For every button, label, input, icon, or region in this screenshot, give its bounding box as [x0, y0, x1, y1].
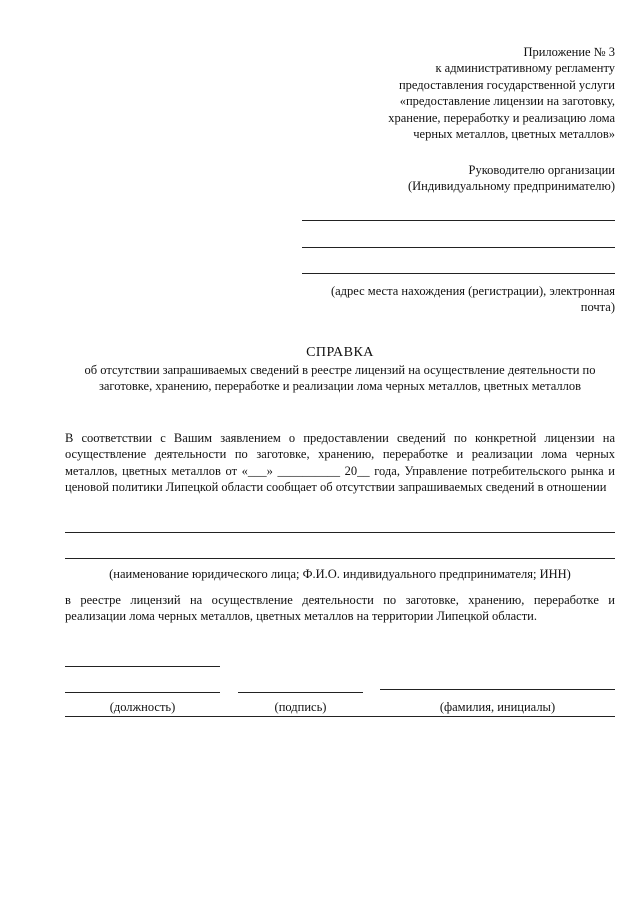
position-caption: (должность) [109, 700, 176, 714]
address-blank-line [302, 220, 615, 221]
entity-caption: (наименование юридического лица; Ф.И.О. индивидуального предпринимателя; ИНН) [109, 567, 571, 581]
annex-line: к административному регламенту [435, 61, 615, 76]
annex-header [315, 44, 615, 142]
address-caption-line-1: (адрес места нахождения (регистрации), электронная [330, 284, 615, 298]
addressee-line-2: (Индивидуальному предпринимателю) [407, 179, 615, 194]
addressee-block [315, 162, 615, 195]
position-blank-line [65, 692, 220, 693]
annex-line: предоставления государственной услуги [398, 77, 615, 92]
signature-blank-line [238, 692, 363, 693]
address-blank-line [302, 273, 615, 274]
annex-line: «предоставление лицензии на заготовку, [399, 94, 615, 109]
name-caption: (фамилия, инициалы) [439, 700, 556, 714]
entity-blank-line [65, 558, 615, 559]
address-caption-line-2: почта) [580, 300, 615, 315]
body-paragraph-1: В соответствии с Вашим заявлением о предоставлении сведений по конкретной лицензии на осуществление деятельности по заготовке, хранению, переработке и реализации лома черных металлов, цветных металлов от «___» __________ 20__ года, Управление потребительского рынка и ценовой политики Липецкой области сообщает об отсутствии запрашиваемых сведений в отношении [65, 431, 615, 494]
subtitle-line-2: заготовке, хранению, переработке и реализации лома черных металлов, цветных металлов [98, 379, 582, 393]
addressee-line-1: Руководителю организации [468, 163, 615, 177]
address-blank-line [302, 247, 615, 248]
signature-caption: (подпись) [274, 700, 327, 714]
annex-line: черных металлов, цветных металлов» [413, 127, 615, 142]
signature-underline [65, 716, 615, 717]
body-paragraph-2: в реестре лицензий на осуществление деятельности по заготовке, хранению, переработке и реализации лома черных металлов, цветных металлов на территории Липецкой области. [65, 593, 615, 624]
name-blank-line [380, 689, 615, 690]
subtitle-line-1: об отсутствии запрашиваемых сведений в реестре лицензий на осуществление деятельности по [84, 363, 596, 377]
document-subtitle [40, 362, 640, 394]
address-caption [285, 283, 615, 316]
date-blank-line [65, 666, 220, 667]
entity-blank-line [65, 532, 615, 533]
document-title: СПРАВКА [306, 345, 374, 360]
annex-line: Приложение № 3 [523, 45, 615, 59]
annex-line: хранение, переработку и реализацию лома [388, 110, 615, 125]
